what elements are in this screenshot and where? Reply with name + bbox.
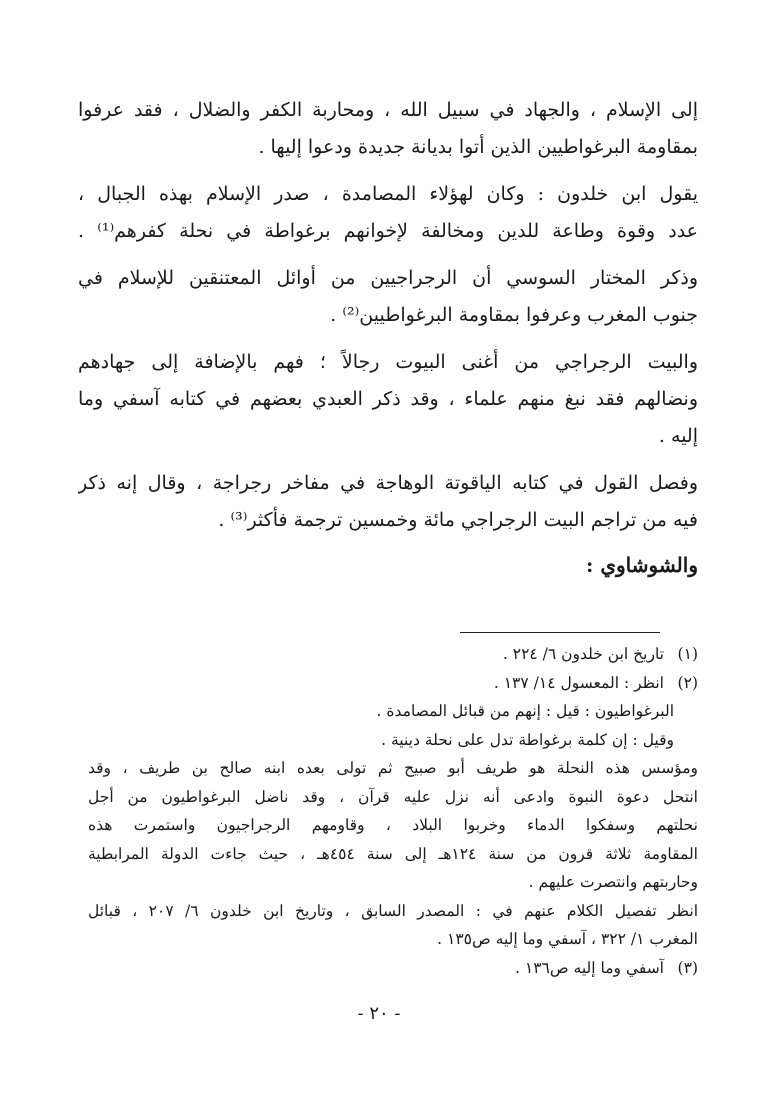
- footnote-line: البرغواطيون : قيل : إنهم من قبائل المصامدة .: [376, 702, 674, 720]
- footnote-1: [88, 640, 698, 669]
- text-line: يقول ابن خلدون : وكان لهؤلاء المصامدة ، صدر الإسلام بهذه الجبال ،: [78, 183, 698, 205]
- text-line: إليه .: [658, 425, 698, 447]
- text-line: وفصل القول في كتابه الياقوتة الوهاجة في مفاخر رجراجة ، وقال إنه ذكر: [78, 472, 698, 494]
- text-line: فيه من تراجم البيت الرجراجي مائة وخمسين ترجمة فأكثر⁽³⁾ .: [218, 509, 698, 531]
- footnote-number: (١): [677, 645, 698, 663]
- footnote-text: آسفي وما إليه ص١٣٦ .: [515, 958, 664, 977]
- text-line: بمقاومة البرغواطيين الذين أتوا بديانة جديدة ودعوا إليها .: [258, 136, 698, 158]
- text-line: وذكر المختار السوسي أن الرجراجيين من أوائل المعتنقين للإسلام في: [78, 267, 698, 289]
- paragraph-5: [78, 465, 698, 539]
- paragraph-4: [78, 344, 698, 455]
- text-line: والبيت الرجراجي من أغنى البيوت رجالاً ؛ فهم بالإضافة إلى جهادهم: [78, 351, 698, 373]
- text-line: عدد وقوة وطاعة للدين ومخالفة لإخوانهم برغواطة في نحلة كفرهم⁽¹⁾ .: [78, 220, 698, 242]
- page-number: - ٢٠ -: [357, 1003, 401, 1024]
- footnote-separator: [460, 632, 660, 633]
- footnote-line: نحلتهم وسفكوا الدماء وخربوا البلاد ، وقاومهم الرجراجيون واستمرت هذه: [88, 816, 698, 834]
- text-line: ونضالهم فقد نبغ منهم علماء ، وقد ذكر العبدي بعضهم في كتابه آسفي وما: [78, 388, 698, 410]
- paragraph-3: [78, 260, 698, 334]
- footnote-line: المقاومة ثلاثة قرون من سنة ١٢٤هـ إلى سنة ٤٥٤هـ ، حيث جاءت الدولة المرابطية: [88, 844, 698, 863]
- footnote-line: انظر تفصيل الكلام عنهم في : المصدر السابق ، وتاريخ ابن خلدون ٦/ ٢٠٧ ، قبائل: [88, 901, 698, 920]
- footnote-line: المغرب ١/ ٣٢٢ ، آسفي وما إليه ص١٣٥ .: [437, 930, 698, 948]
- main-text: [78, 92, 698, 585]
- section-heading: والشوشاوي :: [586, 553, 698, 577]
- text-line: إلى الإسلام ، والجهاد في سبيل الله ، ومحاربة الكفر والضلال ، فقد عرفوا: [78, 99, 698, 121]
- paragraph-2: [78, 176, 698, 250]
- footnote-line: ومؤسس هذه النحلة هو طريف أبو صبيح ثم تولى بعده ابنه صالح بن طريف ، وقد: [88, 759, 698, 777]
- footnote-number: (٢): [677, 673, 698, 692]
- footnote-line: انتحل دعوة النبوة وادعى أنه نزل عليه قرآن ، وقد ناضل البرغواطيون من أجل: [88, 787, 698, 806]
- footnote-number: (٣): [677, 958, 698, 977]
- footnote-line: وقيل : إن كلمة برغواطة تدل على نحلة دينية .: [381, 730, 674, 749]
- footnote-text: تاريخ ابن خلدون ٦/ ٢٢٤ .: [502, 645, 664, 663]
- footnote-3: [88, 954, 698, 983]
- footnotes: [88, 640, 698, 982]
- footnote-2: [88, 669, 698, 698]
- footnote-text: انظر : المعسول ١٤/ ١٣٧ .: [493, 673, 664, 692]
- paragraph-1: [78, 92, 698, 166]
- text-line: جنوب المغرب وعرفوا بمقاومة البرغواطيين⁽²⁾ .: [330, 304, 698, 326]
- footnote-line: وحاربتهم وانتصرت عليهم .: [528, 873, 698, 891]
